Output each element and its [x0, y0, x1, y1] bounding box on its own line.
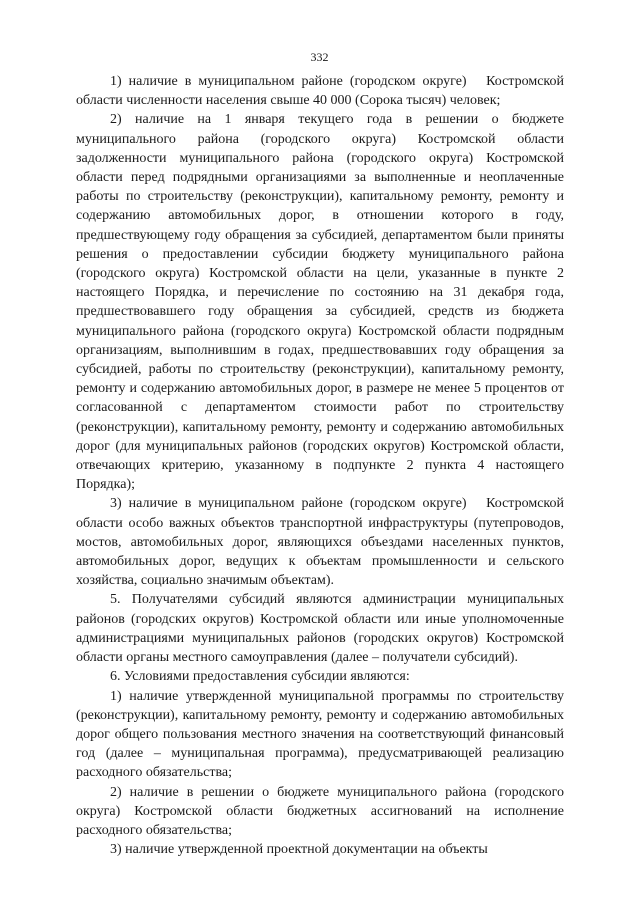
paragraph-condition-budget: 2) наличие в решении о бюджете муниципального района (городского округа) Костромской области бюджетных ассигнований на исполнение расходного обязательства; — [76, 784, 564, 838]
paragraph-debt-criterion: 2) наличие на 1 января текущего года в решении о бюджете муниципального района (городского округа) Костромской области задолженности муниципального района (городского округа) Костромской области перед подрядными организациями за выполненные и неоплаченные работы по строительству (реконструкции), капитальному ремонту, ремонту и содержанию автомобильных дорог, в отношении которого в году, предшествующему году обращения за субсидией, департаментом были приняты решения о предоставлении субсидии бюджету муниципального района (городского округа) Костромской области на цели, указанные в пункте 2 настоящего Порядка, и перечисление по состоянию на 31 декабря года, предшествовавшего году обращения за субсидией, средств из бюджета муниципального района (городского округа) Костромской области подрядным организациям, выполнившим в годах, предшествовавших году обращения за субсидией, работы по строительству (реконструкции), капитальному ремонту, ремонту и содержанию автомобильных дорог, в размере не менее 5 процентов от согласованной с департаментом стоимости работ по строительству (реконструкции), капитальному ремонту, ремонту и содержанию автомобильных дорог (для муниципальных районов (городских округов) Костромской области, отвечающих критерию, указанному в подпункте 2 пункта 4 настоящего Порядка); — [76, 112, 564, 493]
paragraph-condition-program: 1) наличие утвержденной муниципальной программы по строительству (реконструкции), капитальному ремонту, ремонту и содержанию автомобильных дорог общего пользования местного значения на соответствующий финансовый год (далее – муниципальная программа), предусматривающей реализацию расходного обязательства; — [76, 688, 564, 781]
page-number: 332 — [310, 50, 329, 64]
paragraph-condition-documentation: 3) наличие утвержденной проектной документации на объекты — [110, 842, 488, 858]
paragraph-recipients: 5. Получателями субсидий являются администрации муниципальных районов (городских округов) Костромской области или иные уполномоченные администрациями муниципальных районов (городских округов) Костромской области органы местного самоуправления (далее – получатели субсидий). — [76, 592, 564, 666]
paragraph-conditions-heading: 6. Условиями предоставления субсидии являются: — [110, 669, 410, 685]
paragraph-population-criterion: 1) наличие в муниципальном районе (городском округе) Костромской области численности населения свыше 40 000 (Сорока тысяч) человек; — [76, 74, 564, 109]
paragraph-infrastructure-criterion: 3) наличие в муниципальном районе (городском округе) Костромской области особо важных объектов транспортной инфраструктуры (путепроводов, мостов, автомобильных дорог, являющихся объездами населенных пунктов, автомобильных дорог, ведущих к объектам промышленности и сельского хозяйства, социально значимым объектам). — [76, 496, 564, 589]
document-body — [76, 72, 564, 859]
